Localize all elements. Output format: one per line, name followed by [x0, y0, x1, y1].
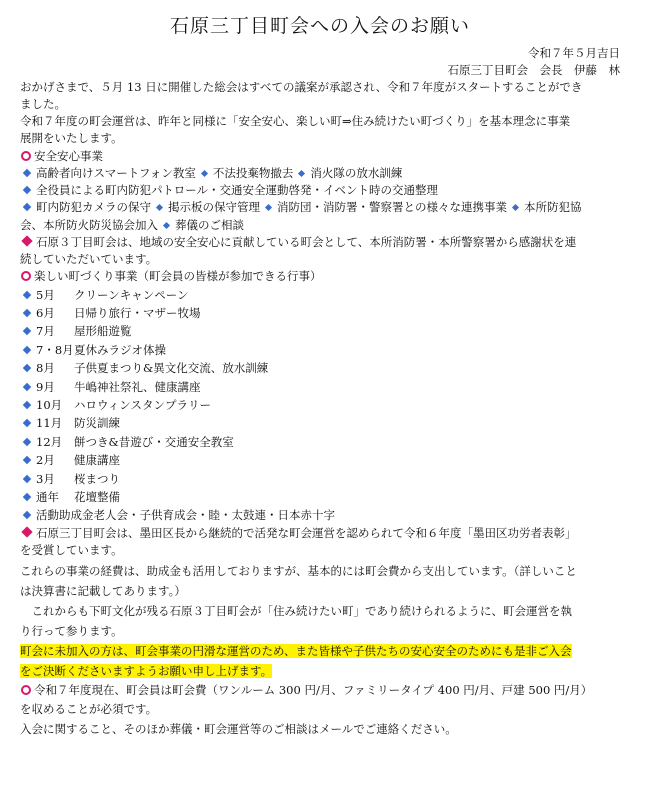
safety-item: 全役員による町内防犯パトロール・交通安全運動啓発・イベント時の交通整理	[36, 183, 439, 197]
diamond-bullet-icon	[512, 204, 519, 211]
diamond-bullet-icon	[23, 327, 31, 335]
fee-paragraph	[20, 681, 620, 719]
diamond-bullet-icon	[201, 170, 208, 177]
circle-bullet-icon	[21, 151, 31, 161]
diamond-bullet-icon	[23, 511, 31, 519]
safety-section	[20, 148, 620, 269]
event-item	[20, 451, 620, 469]
safety-heading	[20, 148, 620, 165]
event-item	[20, 506, 620, 524]
event-month: 通年	[36, 489, 59, 504]
safety-item: 本所防犯協	[524, 200, 582, 215]
diamond-bullet-icon	[265, 204, 272, 211]
diamond-bullet-icon	[23, 438, 31, 446]
safety-item: 消防団・消防署・警察署との様々な連携事業	[277, 200, 507, 215]
diamond-bullet-icon	[23, 382, 31, 390]
safety-item: 町内防犯カメラの保守	[36, 200, 151, 215]
intro-line: 令和７年度の町会運営は、昨年と同様に「安全安心、楽しい町⇒住み続けたい町づくり」を基本理念に事業	[20, 114, 571, 128]
diamond-bullet-icon	[156, 204, 163, 211]
event-item	[20, 396, 620, 414]
date-line: 令和７年５月吉日	[528, 45, 620, 60]
event-name: 餅つき&昔遊び・交通安全教室	[74, 434, 234, 449]
event-month: 11月	[36, 416, 63, 431]
diamond-bullet-icon	[23, 364, 31, 372]
safety-item: 葬儀のご相談	[175, 217, 244, 232]
diamond-bullet-icon	[23, 419, 31, 427]
event-name: 花壇整備	[74, 489, 120, 504]
diamond-bullet-icon	[23, 169, 31, 177]
highlight-paragraph	[20, 641, 620, 681]
safety-heading-text: 安全安心事業	[34, 148, 103, 163]
diamond-bullet-icon	[23, 186, 31, 194]
closing-line: り行って参ります。	[20, 624, 123, 639]
event-name: 夏休みラジオ体操	[74, 342, 166, 357]
contact-line: 入会に関すること、そのほか葬儀・町会運営等のご相談はメールでご連絡ください。	[20, 722, 457, 737]
safety-note	[20, 234, 620, 251]
event-item	[20, 286, 620, 304]
document-page	[20, 12, 620, 739]
fee-text: 令和７年度現在、町会員は町会費（ワンルーム 300 円/月、ファミリータイプ 400 円/月、戸建 500 円/月）	[34, 683, 593, 698]
event-item	[20, 304, 620, 322]
event-name: 牛嶋神社祭礼、健康講座	[74, 379, 201, 394]
event-month: 12月	[36, 434, 63, 449]
event-month: 7月	[36, 324, 55, 339]
event-item	[20, 322, 620, 340]
fun-heading	[20, 268, 620, 285]
diamond-bullet-icon	[163, 221, 170, 228]
pink-diamond-icon	[21, 235, 32, 246]
expenses-paragraph	[20, 561, 620, 601]
diamond-bullet-icon	[23, 203, 31, 211]
event-item	[20, 378, 620, 396]
document-title: 石原三丁目町会への入会のお願い	[169, 15, 470, 37]
closing-paragraph	[20, 601, 620, 641]
circle-bullet-icon	[21, 271, 31, 281]
event-item	[20, 341, 620, 359]
pink-diamond-icon	[21, 526, 32, 537]
award-note	[20, 525, 620, 542]
event-month: 活動助成金	[36, 508, 94, 523]
expenses-line: これらの事業の経費は、助成金も活用しておりますが、基本的には町会費から支出しています。（詳しいこと	[20, 564, 577, 579]
fun-heading-text: 楽しい町づくり事業（町会員の皆様が参加できる行事）	[34, 269, 322, 284]
intro-line: 展開をいたします。	[20, 131, 123, 146]
diamond-bullet-icon	[23, 474, 31, 482]
event-name: 健康講座	[74, 453, 120, 468]
event-month: 5月	[36, 287, 55, 302]
safety-item: 掲示板の保守管理	[168, 200, 260, 215]
closing-line: これからも下町文化が残る石原３丁目町会が「住み続けたい町」であり続けられるように、町会運営を執	[31, 604, 572, 619]
event-month: 8月	[36, 361, 55, 376]
diamond-bullet-icon	[23, 456, 31, 464]
diamond-bullet-icon	[23, 493, 31, 501]
event-month: 6月	[36, 305, 55, 320]
diamond-bullet-icon	[23, 309, 31, 317]
diamond-bullet-icon	[23, 401, 31, 409]
diamond-bullet-icon	[298, 170, 305, 177]
safety-row	[20, 182, 620, 199]
fee-line	[20, 681, 620, 700]
diamond-bullet-icon	[23, 290, 31, 298]
event-month: 2月	[36, 453, 55, 468]
event-name: ハロウィンスタンプラリー	[74, 397, 211, 412]
event-name: 防災訓練	[74, 416, 120, 431]
event-item	[20, 470, 620, 488]
event-month: 3月	[36, 471, 55, 486]
fee-line: を収めることが必須です。	[20, 702, 158, 717]
intro-paragraph	[20, 79, 620, 148]
intro-line: おかげさまで、５月 13 日に開催した総会はすべての議案が承認され、令和７年度がスタートすることができ	[20, 79, 583, 94]
safety-row	[20, 217, 620, 234]
event-name: クリーンキャンペーン	[74, 287, 189, 302]
safety-item: 会、本所防火防災協会加入	[20, 217, 158, 232]
safety-note-text: 石原３丁目町会は、地域の安全安心に貢献している町会として、本所消防署・本所警察署から感謝状を連	[36, 234, 577, 249]
signature-line: 石原三丁目町会 会長 伊藤 林	[447, 62, 620, 77]
intro-line: ました。	[20, 96, 66, 111]
safety-note-cont: 続していただいています。	[20, 252, 158, 266]
safety-item: 不法投棄物撤去	[212, 165, 294, 180]
safety-row	[20, 199, 620, 216]
award-text: 石原三丁目町会は、墨田区長から継続的で活発な町会運営を認められて令和６年度「墨田区功労者表彰」	[36, 525, 577, 540]
event-list	[20, 286, 620, 525]
diamond-bullet-icon	[23, 345, 31, 353]
event-item	[20, 488, 620, 506]
event-month: 7・8月	[36, 342, 74, 357]
event-name: 老人会・子供育成会・睦・太鼓連・日本赤十字	[93, 508, 335, 523]
safety-row	[20, 165, 620, 182]
event-name: 日帰り旅行・マザー牧場	[74, 305, 201, 320]
event-item	[20, 433, 620, 451]
expenses-line: は決算書に記載してあります。）	[20, 584, 186, 599]
event-month: 10月	[36, 397, 63, 412]
safety-item: 高齢者向けスマートフォン教室	[36, 165, 196, 180]
event-item	[20, 359, 620, 377]
event-month: 9月	[36, 379, 55, 394]
event-name: 子供夏まつり&異文化交流、放水訓練	[74, 361, 269, 376]
event-name: 屋形船遊覧	[74, 324, 132, 339]
circle-bullet-icon	[21, 685, 31, 695]
fun-section	[20, 268, 620, 559]
safety-item: 消火隊の放水訓練	[310, 165, 403, 180]
award-note-cont: を受賞しています。	[20, 543, 123, 558]
event-name: 桜まつり	[74, 471, 120, 486]
event-item	[20, 414, 620, 432]
highlight-line: 町会に未加入の方は、町会事業の円滑な運営のため、また皆様や子供たちの安心安全のためにも是非ご入会	[20, 644, 572, 659]
highlight-line: をご決断くださいますようお願い申し上げます。	[20, 664, 273, 679]
